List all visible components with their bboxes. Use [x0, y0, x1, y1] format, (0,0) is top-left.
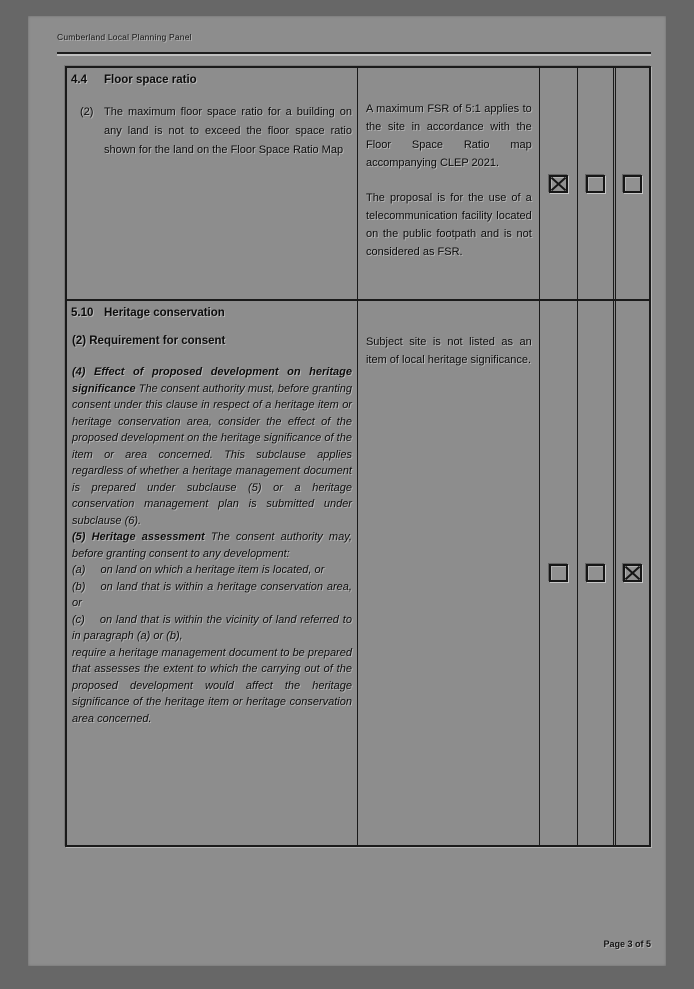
legal-list-item-a — [71, 562, 352, 579]
header-divider — [57, 52, 651, 54]
list-marker: (b) — [72, 580, 86, 593]
legal-closing-text: require a heritage management document to be prepared that assesses the extent to which the carrying out of the proposed development would affect the heritage significance of the heritage item or heritage conservation area concerned. — [72, 646, 352, 725]
comment-paragraph: A maximum FSR of 5:1 applies to the site in accordance with the Floor Space Ratio map accompanying CLEP 2021. — [365, 103, 532, 169]
legal-clause-5 — [71, 529, 352, 562]
checkbox-cell-yes — [539, 68, 577, 299]
document-page — [28, 16, 666, 966]
legal-list-item-c — [71, 612, 352, 645]
list-text: on land on which a heritage item is located, or — [100, 564, 325, 576]
checkbox-cell-na — [613, 301, 649, 845]
clause-paragraph — [71, 103, 352, 160]
document-header: Cumberland Local Planning Panel — [57, 32, 192, 42]
criteria-cell-fsr — [67, 68, 357, 299]
checkbox-cell-no — [577, 301, 614, 845]
clause-text: The consent authority may, before granting consent to any development: — [72, 531, 352, 560]
clause-label: (4) Effect of proposed development on heritage significance — [72, 366, 352, 395]
checkbox-icon — [586, 564, 605, 582]
checkbox-cell-no — [577, 68, 614, 299]
section-heading — [71, 307, 352, 319]
list-marker: (c) — [72, 613, 85, 626]
table-row-fsr — [67, 68, 649, 299]
comment-cell-heritage — [357, 301, 539, 845]
legal-clause-4 — [71, 364, 352, 529]
list-text: on land that is within the vicinity of land referred to in paragraph (a) or (b), — [72, 613, 352, 642]
section-number: 5.10 — [71, 307, 94, 319]
section-title: Floor space ratio — [104, 74, 197, 86]
comment-paragraph: Subject site is not listed as an item of local heritage significance. — [365, 336, 532, 366]
comment-paragraph: The proposal is for the use of a telecommunication facility located on the public footpath and is not considered as FSR. — [365, 192, 532, 258]
list-marker: (a) — [72, 564, 86, 576]
clause-marker: (2) — [80, 106, 94, 118]
assessment-table — [65, 66, 651, 847]
requirement-subheading: (2) Requirement for consent — [72, 335, 226, 347]
clause-text: The consent authority must, before granting consent under this clause in respect of a heritage item or heritage conservation area, consider the effect of the proposed development on the heritage significance of the item or area concerned. This subclause applies regardless of whether a heritage management document is prepared under subclause (5) or a heritage conservation management plan is submitted under subclause (6). — [72, 382, 352, 527]
checkbox-cell-yes — [539, 301, 577, 845]
checkbox-icon — [586, 175, 605, 193]
checkbox-cell-na — [613, 68, 649, 299]
legal-list-item-b — [71, 579, 352, 612]
section-number: 4.4 — [71, 74, 87, 86]
comment-cell-fsr — [357, 68, 539, 299]
clause-label: (5) Heritage assessment — [72, 531, 205, 543]
checkbox-icon — [549, 564, 568, 582]
table-row-heritage — [67, 299, 649, 845]
checkbox-icon — [549, 175, 568, 193]
page-number: Page 3 of 5 — [603, 939, 651, 949]
criteria-cell-heritage — [67, 301, 357, 845]
section-heading — [71, 74, 352, 86]
checkbox-icon — [623, 564, 642, 582]
clause-text: The maximum floor space ratio for a building on any land is not to exceed the floor space ratio shown for the land on the Floor Space Ratio Map — [104, 106, 352, 156]
list-text: on land that is within a heritage conservation area, or — [72, 580, 352, 609]
section-title: Heritage conservation — [104, 307, 225, 319]
checkbox-icon — [623, 175, 642, 193]
